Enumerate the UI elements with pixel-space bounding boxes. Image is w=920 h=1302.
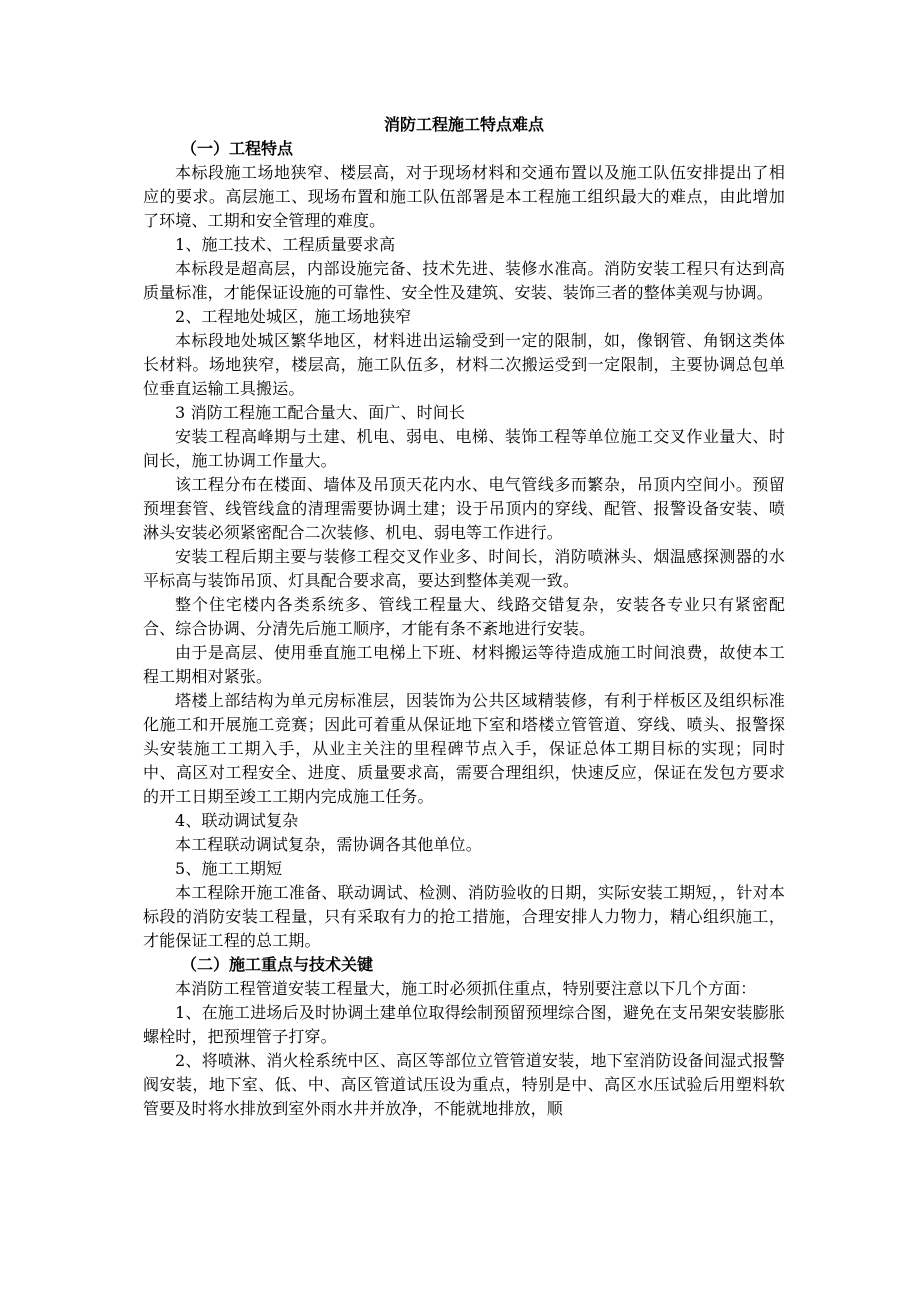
- paragraph: 本标段是超高层，内部设施完备、技术先进、装修水准高。消防安装工程只有达到高质量标准，才能保证设施的可靠性、安全性及建筑、安装、装饰三者的整体美观与协调。: [143, 259, 785, 302]
- paragraph: 2、将喷淋、消火栓系统中区、高区等部位立管管道安装，地下室消防设备间湿式报警阀安装，地下室、低、中、高区管道试压设为重点，特别是中、高区水压试验后用塑料软管要及时将水排放到室外雨水井并放净，不能就地排放，顺: [143, 1051, 785, 1118]
- paragraph: 安装工程高峰期与土建、机电、弱电、电梯、装饰工程等单位施工交叉作业量大、时间长，施工协调工作量大。: [143, 427, 785, 470]
- document-page: [143, 113, 785, 1121]
- document-title: 消防工程施工特点难点: [383, 115, 544, 134]
- section-heading: （一）工程特点: [181, 139, 294, 158]
- paragraph: 本标段施工场地狭窄、楼层高，对于现场材料和交通布置以及施工队伍安排提出了相应的要求。高层施工、现场布置和施工队伍部署是本工程施工组织最大的难点，由此增加了环境、工期和安全管理的难度。: [143, 163, 785, 230]
- paragraph: 1、在施工进场后及时协调土建单位取得绘制预留预埋综合图，避免在支吊架安装膨胀螺栓时，把预埋管子打穿。: [143, 1003, 785, 1046]
- paragraph: 本标段地处城区繁华地区，材料进出运输受到一定的限制，如，像钢管、角钢这类体长材料。场地狭窄，楼层高，施工队伍多，材料二次搬运受到一定限制，主要协调总包单位垂直运输工具搬运。: [143, 331, 785, 398]
- paragraph: 本工程联动调试复杂，需协调各其他单位。: [175, 835, 482, 854]
- paragraph: 该工程分布在楼面、墙体及吊顶天花内水、电气管线多而繁杂，吊顶内空间小。预留预埋套管、线管线盒的清理需要协调土建；设于吊顶内的穿线、配管、报警设备安装、喷淋头安装必须紧密配合二次装修、机电、弱电等工作进行。: [143, 475, 785, 542]
- section-heading: （二）施工重点与技术关键: [181, 955, 374, 974]
- paragraph: 2、工程地处城区，施工场地狭窄: [175, 307, 412, 326]
- paragraph: 4、联动调试复杂: [175, 811, 299, 830]
- paragraph: 整个住宅楼内各类系统多、管线工程量大、线路交错复杂，安装各专业只有紧密配合、综合协调、分清先后施工顺序，才能有条不紊地进行安装。: [143, 595, 785, 638]
- paragraph: 安装工程后期主要与装修工程交叉作业多、时间长，消防喷淋头、烟温感探测器的水平标高与装饰吊顶、灯具配合要求高，要达到整体美观一致。: [143, 547, 785, 590]
- paragraph: 由于是高层、使用垂直施工电梯上下班、材料搬运等待造成施工时间浪费，故使本工程工期相对紧张。: [143, 643, 785, 686]
- paragraph: 本工程除开施工准备、联动调试、检测、消防验收的日期，实际安装工期短，，针对本标段的消防安装工程量，只有采取有力的抢工措施，合理安排人力物力，精心组织施工，才能保证工程的总工期。: [143, 883, 785, 950]
- paragraph: 1、施工技术、工程质量要求高: [175, 235, 396, 254]
- paragraph: 5、施工工期短: [175, 859, 283, 878]
- document-body: [143, 137, 785, 1121]
- paragraph: 本消防工程管道安装工程量大，施工时必须抓住重点，特别要注意以下几个方面：: [175, 979, 757, 998]
- paragraph: 塔楼上部结构为单元房标准层，因装饰为公共区域精装修，有利于样板区及组织标准化施工和开展施工竞赛；因此可着重从保证地下室和塔楼立管管道、穿线、喷头、报警探头安装施工工期入手，从业主关注的里程碑节点入手，保证总体工期目标的实现；同时中、高区对工程安全、进度、质量要求高，需要合理组织，快速反应，保证在发包方要求的开工日期至竣工工期内完成施工任务。: [143, 691, 785, 806]
- paragraph: 3 消防工程施工配合量大、面广、时间长: [175, 403, 466, 422]
